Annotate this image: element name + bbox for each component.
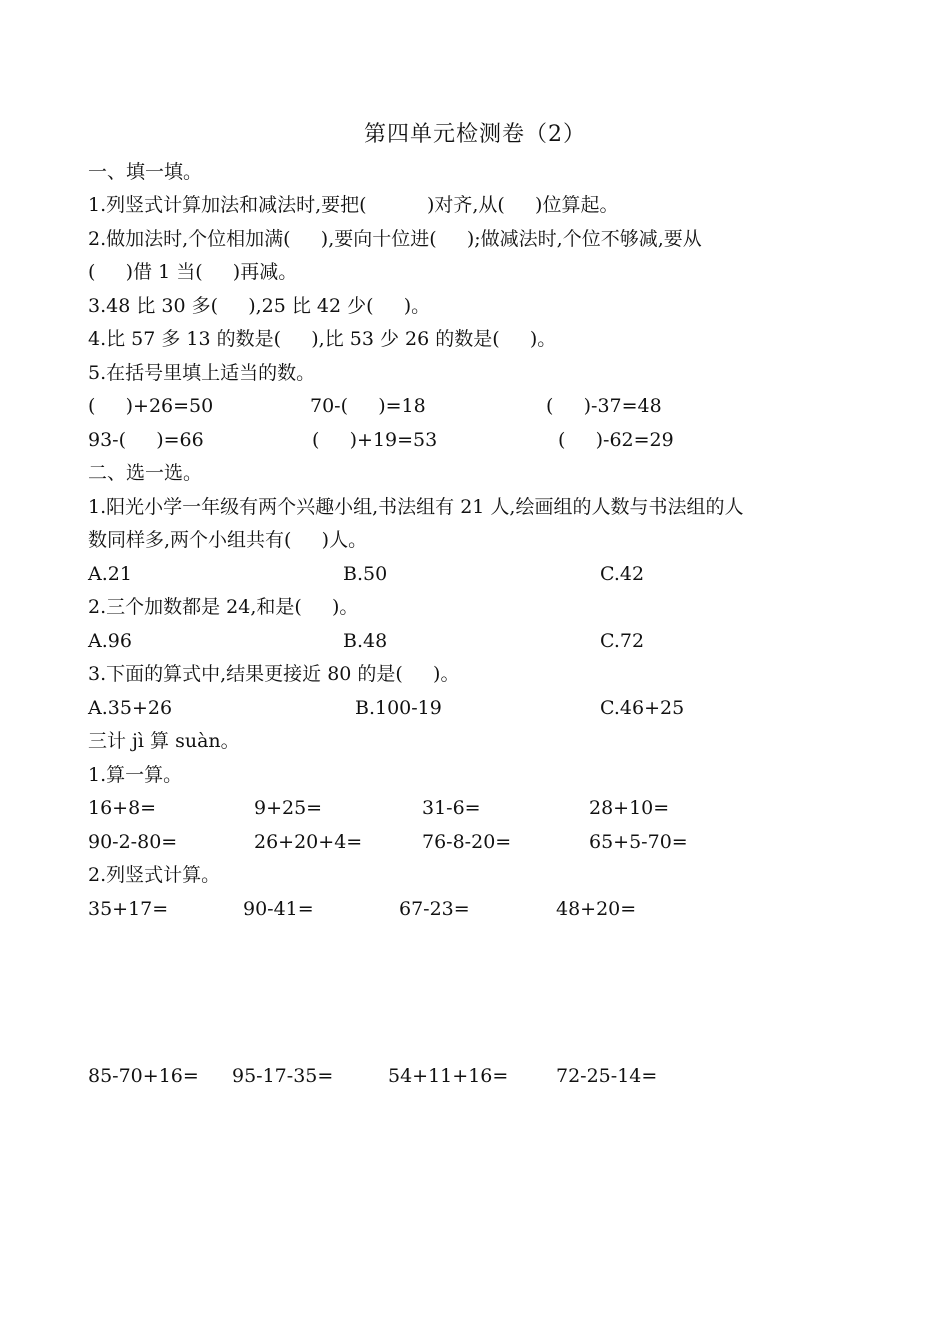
option-a: A.96 — [88, 630, 132, 652]
question-1-2-line-2: ( )借 1 当( )再减。 — [88, 261, 298, 283]
page-title: 第四单元检测卷（2） — [364, 122, 586, 147]
fill-blank-equation: ( )-37=48 — [546, 395, 662, 417]
question-1-4: 4.比 57 多 13 的数是( ),比 53 少 26 的数是( )。 — [88, 328, 557, 350]
vertical-calc-item: 72-25-14= — [556, 1065, 658, 1087]
mental-math-item: 9+25= — [254, 797, 323, 819]
mental-math-item: 31-6= — [422, 797, 481, 819]
question-1-2-line-1: 2.做加法时,个位相加满( ),要向十位进( );做减法时,个位不够减,要从 — [88, 228, 702, 250]
option-b: B.50 — [343, 563, 388, 585]
mental-math-item: 26+20+4= — [254, 831, 363, 853]
question-1-5: 5.在括号里填上适当的数。 — [88, 362, 316, 384]
vertical-calc-item: 90-41= — [243, 898, 314, 920]
section-3-heading: 三计 jì 算 suàn。 — [88, 730, 240, 752]
mental-math-item: 28+10= — [589, 797, 670, 819]
fill-blank-equation: ( )-62=29 — [558, 429, 674, 451]
mental-math-item: 65+5-70= — [589, 831, 688, 853]
question-3-2: 2.列竖式计算。 — [88, 864, 221, 886]
fill-blank-equation: ( )+19=53 — [312, 429, 438, 451]
question-2-1-line-1: 1.阳光小学一年级有两个兴趣小组,书法组有 21 人,绘画组的人数与书法组的人 — [88, 496, 744, 518]
option-b: B.100-19 — [355, 697, 442, 719]
option-c: C.72 — [600, 630, 645, 652]
fill-blank-equation: 70-( )=18 — [310, 395, 426, 417]
vertical-calc-item: 95-17-35= — [232, 1065, 334, 1087]
question-1-1: 1.列竖式计算加法和减法时,要把( )对齐,从( )位算起。 — [88, 194, 619, 216]
question-2-2: 2.三个加数都是 24,和是( )。 — [88, 596, 359, 618]
mental-math-item: 16+8= — [88, 797, 157, 819]
section-1-heading: 一、填一填。 — [88, 161, 203, 183]
mental-math-item: 90-2-80= — [88, 831, 178, 853]
option-a: A.35+26 — [88, 697, 173, 719]
option-a: A.21 — [88, 563, 132, 585]
option-b: B.48 — [343, 630, 388, 652]
fill-blank-equation: ( )+26=50 — [88, 395, 214, 417]
vertical-calc-item: 35+17= — [88, 898, 169, 920]
option-c: C.46+25 — [600, 697, 685, 719]
vertical-calc-item: 67-23= — [399, 898, 470, 920]
question-1-3: 3.48 比 30 多( ),25 比 42 少( )。 — [88, 295, 431, 317]
vertical-calc-item: 54+11+16= — [388, 1065, 509, 1087]
question-2-1-line-2: 数同样多,两个小组共有( )人。 — [88, 529, 368, 551]
fill-blank-equation: 93-( )=66 — [88, 429, 204, 451]
vertical-calc-item: 85-70+16= — [88, 1065, 199, 1087]
question-2-3: 3.下面的算式中,结果更接近 80 的是( )。 — [88, 663, 460, 685]
question-3-1: 1.算一算。 — [88, 764, 183, 786]
vertical-calc-item: 48+20= — [556, 898, 637, 920]
section-2-heading: 二、选一选。 — [88, 462, 203, 484]
option-c: C.42 — [600, 563, 645, 585]
mental-math-item: 76-8-20= — [422, 831, 512, 853]
